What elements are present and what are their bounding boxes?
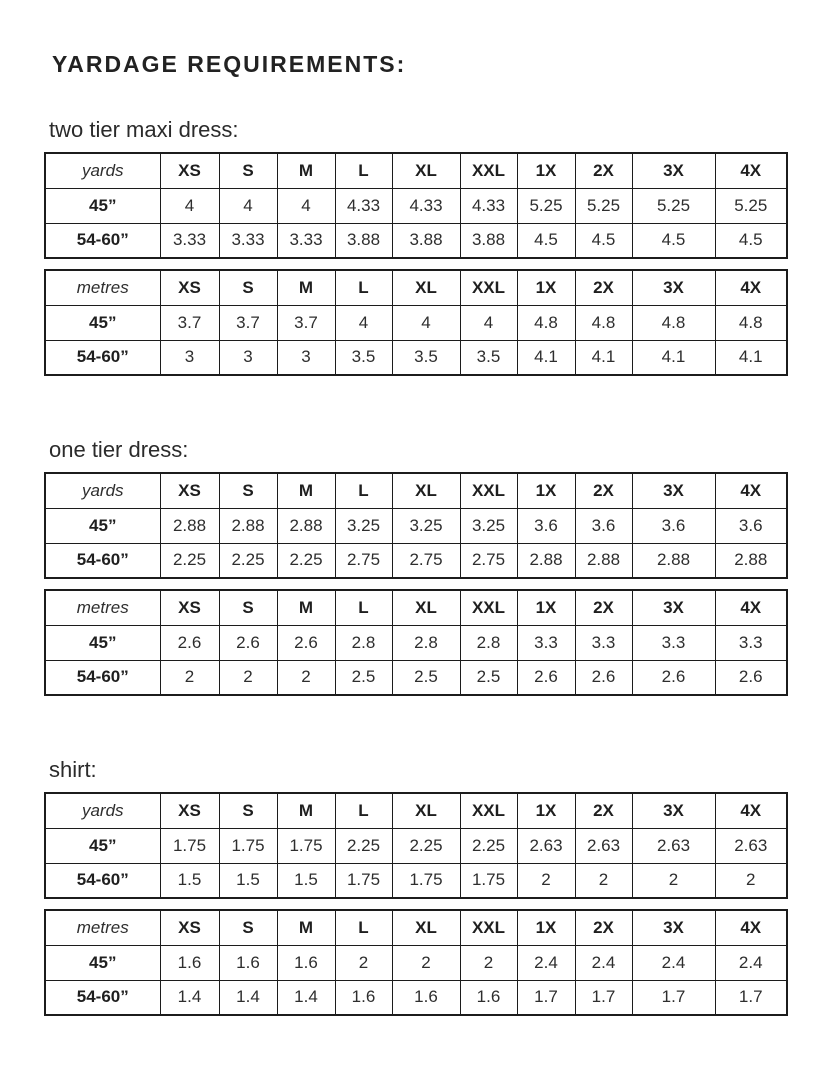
value-cell: 3.5 [392, 340, 460, 375]
value-cell: 5.25 [632, 188, 715, 223]
header-row [45, 270, 787, 305]
value-cell: 3.33 [277, 223, 335, 258]
value-cell: 4 [219, 188, 277, 223]
value-cell: 3.25 [392, 508, 460, 543]
table-row [45, 223, 787, 258]
value-cell: 3.33 [160, 223, 219, 258]
size-header-cell: XS [160, 910, 219, 945]
size-header-cell: 3X [632, 153, 715, 188]
header-row [45, 910, 787, 945]
value-cell: 3.33 [219, 223, 277, 258]
value-cell: 2.6 [277, 625, 335, 660]
size-header-cell: L [335, 153, 392, 188]
value-cell: 2.75 [392, 543, 460, 578]
size-header-cell: S [219, 793, 277, 828]
value-cell: 2 [392, 945, 460, 980]
size-header-cell: 3X [632, 910, 715, 945]
value-cell: 2 [517, 863, 575, 898]
table-row [45, 305, 787, 340]
value-cell: 3.7 [160, 305, 219, 340]
value-cell: 2 [335, 945, 392, 980]
value-cell: 2.88 [219, 508, 277, 543]
value-cell: 4.8 [715, 305, 787, 340]
size-header-cell: XXL [460, 270, 517, 305]
yardage-table [44, 472, 788, 579]
value-cell: 4 [392, 305, 460, 340]
table-row [45, 543, 787, 578]
value-cell: 2 [460, 945, 517, 980]
value-cell: 3.6 [575, 508, 632, 543]
value-cell: 2.5 [335, 660, 392, 695]
value-cell: 1.7 [517, 980, 575, 1015]
table-row [45, 625, 787, 660]
value-cell: 1.5 [160, 863, 219, 898]
size-header-cell: XS [160, 473, 219, 508]
value-cell: 2 [715, 863, 787, 898]
unit-header-cell: yards [45, 793, 160, 828]
value-cell: 2.4 [575, 945, 632, 980]
value-cell: 1.5 [277, 863, 335, 898]
value-cell: 4.33 [460, 188, 517, 223]
size-header-cell: 1X [517, 910, 575, 945]
table-row [45, 188, 787, 223]
size-header-cell: 2X [575, 910, 632, 945]
size-header-cell: S [219, 270, 277, 305]
value-cell: 2.6 [632, 660, 715, 695]
size-header-cell: M [277, 153, 335, 188]
size-header-cell: 3X [632, 270, 715, 305]
width-label-cell: 54-60” [45, 660, 160, 695]
size-header-cell: XS [160, 590, 219, 625]
value-cell: 4 [277, 188, 335, 223]
yardage-table [44, 152, 788, 259]
value-cell: 4.8 [632, 305, 715, 340]
header-row [45, 590, 787, 625]
section-heading: two tier maxi dress: [49, 117, 239, 142]
value-cell: 4.8 [575, 305, 632, 340]
value-cell: 2.25 [219, 543, 277, 578]
value-cell: 4 [460, 305, 517, 340]
size-header-cell: L [335, 793, 392, 828]
size-header-cell: 2X [575, 473, 632, 508]
width-label-cell: 45” [45, 188, 160, 223]
value-cell: 2.6 [575, 660, 632, 695]
size-header-cell: M [277, 473, 335, 508]
width-label-cell: 54-60” [45, 543, 160, 578]
value-cell: 3.25 [335, 508, 392, 543]
value-cell: 1.6 [219, 945, 277, 980]
unit-header-cell: yards [45, 153, 160, 188]
value-cell: 1.6 [460, 980, 517, 1015]
table-row [45, 980, 787, 1015]
size-header-cell: S [219, 153, 277, 188]
page-title: YARDAGE REQUIREMENTS: [52, 51, 407, 77]
value-cell: 2.88 [715, 543, 787, 578]
size-header-cell: XXL [460, 590, 517, 625]
width-label-cell: 45” [45, 508, 160, 543]
value-cell: 3.6 [715, 508, 787, 543]
value-cell: 3 [160, 340, 219, 375]
table-row [45, 508, 787, 543]
size-header-cell: 1X [517, 590, 575, 625]
value-cell: 4.5 [632, 223, 715, 258]
value-cell: 4.33 [392, 188, 460, 223]
value-cell: 2.63 [575, 828, 632, 863]
value-cell: 3.7 [277, 305, 335, 340]
value-cell: 4.5 [575, 223, 632, 258]
unit-header-cell: yards [45, 473, 160, 508]
value-cell: 1.6 [277, 945, 335, 980]
yardage-table [44, 792, 788, 899]
size-header-cell: XL [392, 473, 460, 508]
width-label-cell: 45” [45, 625, 160, 660]
size-header-cell: 1X [517, 270, 575, 305]
width-label-cell: 54-60” [45, 980, 160, 1015]
value-cell: 3.88 [335, 223, 392, 258]
value-cell: 2.63 [632, 828, 715, 863]
size-header-cell: S [219, 590, 277, 625]
value-cell: 3.5 [335, 340, 392, 375]
size-header-cell: 4X [715, 473, 787, 508]
value-cell: 2.25 [460, 828, 517, 863]
header-row [45, 153, 787, 188]
value-cell: 2.25 [277, 543, 335, 578]
value-cell: 3.3 [715, 625, 787, 660]
value-cell: 4.8 [517, 305, 575, 340]
value-cell: 2.25 [335, 828, 392, 863]
size-header-cell: L [335, 910, 392, 945]
value-cell: 1.6 [392, 980, 460, 1015]
unit-header-cell: metres [45, 590, 160, 625]
value-cell: 1.4 [160, 980, 219, 1015]
value-cell: 4 [335, 305, 392, 340]
value-cell: 3.3 [632, 625, 715, 660]
size-header-cell: L [335, 270, 392, 305]
value-cell: 2.6 [160, 625, 219, 660]
size-header-cell: M [277, 793, 335, 828]
width-label-cell: 45” [45, 305, 160, 340]
value-cell: 2.63 [715, 828, 787, 863]
size-header-cell: M [277, 910, 335, 945]
value-cell: 4.5 [715, 223, 787, 258]
value-cell: 3.88 [460, 223, 517, 258]
size-header-cell: 2X [575, 590, 632, 625]
size-header-cell: S [219, 910, 277, 945]
value-cell: 2.88 [277, 508, 335, 543]
table-row [45, 863, 787, 898]
value-cell: 3.7 [219, 305, 277, 340]
value-cell: 3.3 [575, 625, 632, 660]
value-cell: 2.88 [160, 508, 219, 543]
size-header-cell: M [277, 590, 335, 625]
size-header-cell: 2X [575, 793, 632, 828]
yardage-table [44, 269, 788, 376]
value-cell: 2.6 [715, 660, 787, 695]
value-cell: 2.4 [632, 945, 715, 980]
value-cell: 1.75 [460, 863, 517, 898]
value-cell: 2.4 [517, 945, 575, 980]
value-cell: 4.1 [715, 340, 787, 375]
value-cell: 2.75 [460, 543, 517, 578]
size-header-cell: L [335, 590, 392, 625]
size-header-cell: 1X [517, 473, 575, 508]
value-cell: 1.4 [219, 980, 277, 1015]
value-cell: 1.75 [277, 828, 335, 863]
value-cell: 3.5 [460, 340, 517, 375]
value-cell: 1.7 [715, 980, 787, 1015]
size-header-cell: 4X [715, 270, 787, 305]
width-label-cell: 54-60” [45, 223, 160, 258]
value-cell: 2.63 [517, 828, 575, 863]
size-header-cell: XXL [460, 473, 517, 508]
table-row [45, 340, 787, 375]
size-header-cell: XL [392, 793, 460, 828]
size-header-cell: 3X [632, 473, 715, 508]
size-header-cell: XL [392, 270, 460, 305]
section-heading: one tier dress: [49, 437, 189, 462]
value-cell: 3.25 [460, 508, 517, 543]
value-cell: 1.6 [160, 945, 219, 980]
section-heading: shirt: [49, 757, 97, 782]
value-cell: 2.4 [715, 945, 787, 980]
width-label-cell: 54-60” [45, 340, 160, 375]
yardage-table [44, 589, 788, 696]
size-header-cell: 3X [632, 590, 715, 625]
value-cell: 4.5 [517, 223, 575, 258]
yardage-table [44, 909, 788, 1016]
value-cell: 1.5 [219, 863, 277, 898]
size-header-cell: S [219, 473, 277, 508]
value-cell: 3 [277, 340, 335, 375]
value-cell: 2 [632, 863, 715, 898]
sections-container [0, 116, 835, 1016]
header-row [45, 793, 787, 828]
value-cell: 2.8 [335, 625, 392, 660]
value-cell: 2.88 [575, 543, 632, 578]
size-header-cell: 2X [575, 153, 632, 188]
table-row [45, 945, 787, 980]
value-cell: 5.25 [575, 188, 632, 223]
size-header-cell: 1X [517, 793, 575, 828]
value-cell: 2.75 [335, 543, 392, 578]
value-cell: 2.5 [460, 660, 517, 695]
value-cell: 4 [160, 188, 219, 223]
width-label-cell: 45” [45, 828, 160, 863]
unit-header-cell: metres [45, 270, 160, 305]
width-label-cell: 54-60” [45, 863, 160, 898]
value-cell: 2.88 [517, 543, 575, 578]
size-header-cell: 4X [715, 910, 787, 945]
value-cell: 2.6 [517, 660, 575, 695]
size-header-cell: XL [392, 910, 460, 945]
size-header-cell: 1X [517, 153, 575, 188]
size-header-cell: 3X [632, 793, 715, 828]
size-header-cell: XL [392, 590, 460, 625]
value-cell: 1.75 [160, 828, 219, 863]
value-cell: 2.25 [160, 543, 219, 578]
value-cell: 1.4 [277, 980, 335, 1015]
size-header-cell: XXL [460, 153, 517, 188]
value-cell: 3.3 [517, 625, 575, 660]
size-header-cell: XS [160, 793, 219, 828]
size-header-cell: XL [392, 153, 460, 188]
value-cell: 1.7 [575, 980, 632, 1015]
size-header-cell: 4X [715, 153, 787, 188]
size-header-cell: 4X [715, 793, 787, 828]
value-cell: 3.6 [517, 508, 575, 543]
value-cell: 2.8 [392, 625, 460, 660]
value-cell: 2 [219, 660, 277, 695]
value-cell: 2.88 [632, 543, 715, 578]
size-header-cell: L [335, 473, 392, 508]
unit-header-cell: metres [45, 910, 160, 945]
value-cell: 1.7 [632, 980, 715, 1015]
value-cell: 1.75 [392, 863, 460, 898]
value-cell: 4.1 [517, 340, 575, 375]
size-header-cell: XXL [460, 793, 517, 828]
size-header-cell: 2X [575, 270, 632, 305]
value-cell: 3.88 [392, 223, 460, 258]
size-header-cell: 4X [715, 590, 787, 625]
value-cell: 3 [219, 340, 277, 375]
value-cell: 2 [160, 660, 219, 695]
value-cell: 3.6 [632, 508, 715, 543]
table-row [45, 828, 787, 863]
value-cell: 2.8 [460, 625, 517, 660]
table-row [45, 660, 787, 695]
header-row [45, 473, 787, 508]
value-cell: 5.25 [715, 188, 787, 223]
value-cell: 1.75 [335, 863, 392, 898]
size-header-cell: XS [160, 270, 219, 305]
value-cell: 2.6 [219, 625, 277, 660]
size-header-cell: XS [160, 153, 219, 188]
value-cell: 2.5 [392, 660, 460, 695]
value-cell: 2 [277, 660, 335, 695]
value-cell: 2 [575, 863, 632, 898]
value-cell: 2.25 [392, 828, 460, 863]
width-label-cell: 45” [45, 945, 160, 980]
value-cell: 4.33 [335, 188, 392, 223]
value-cell: 4.1 [632, 340, 715, 375]
value-cell: 4.1 [575, 340, 632, 375]
value-cell: 1.75 [219, 828, 277, 863]
value-cell: 1.6 [335, 980, 392, 1015]
value-cell: 5.25 [517, 188, 575, 223]
size-header-cell: XXL [460, 910, 517, 945]
size-header-cell: M [277, 270, 335, 305]
